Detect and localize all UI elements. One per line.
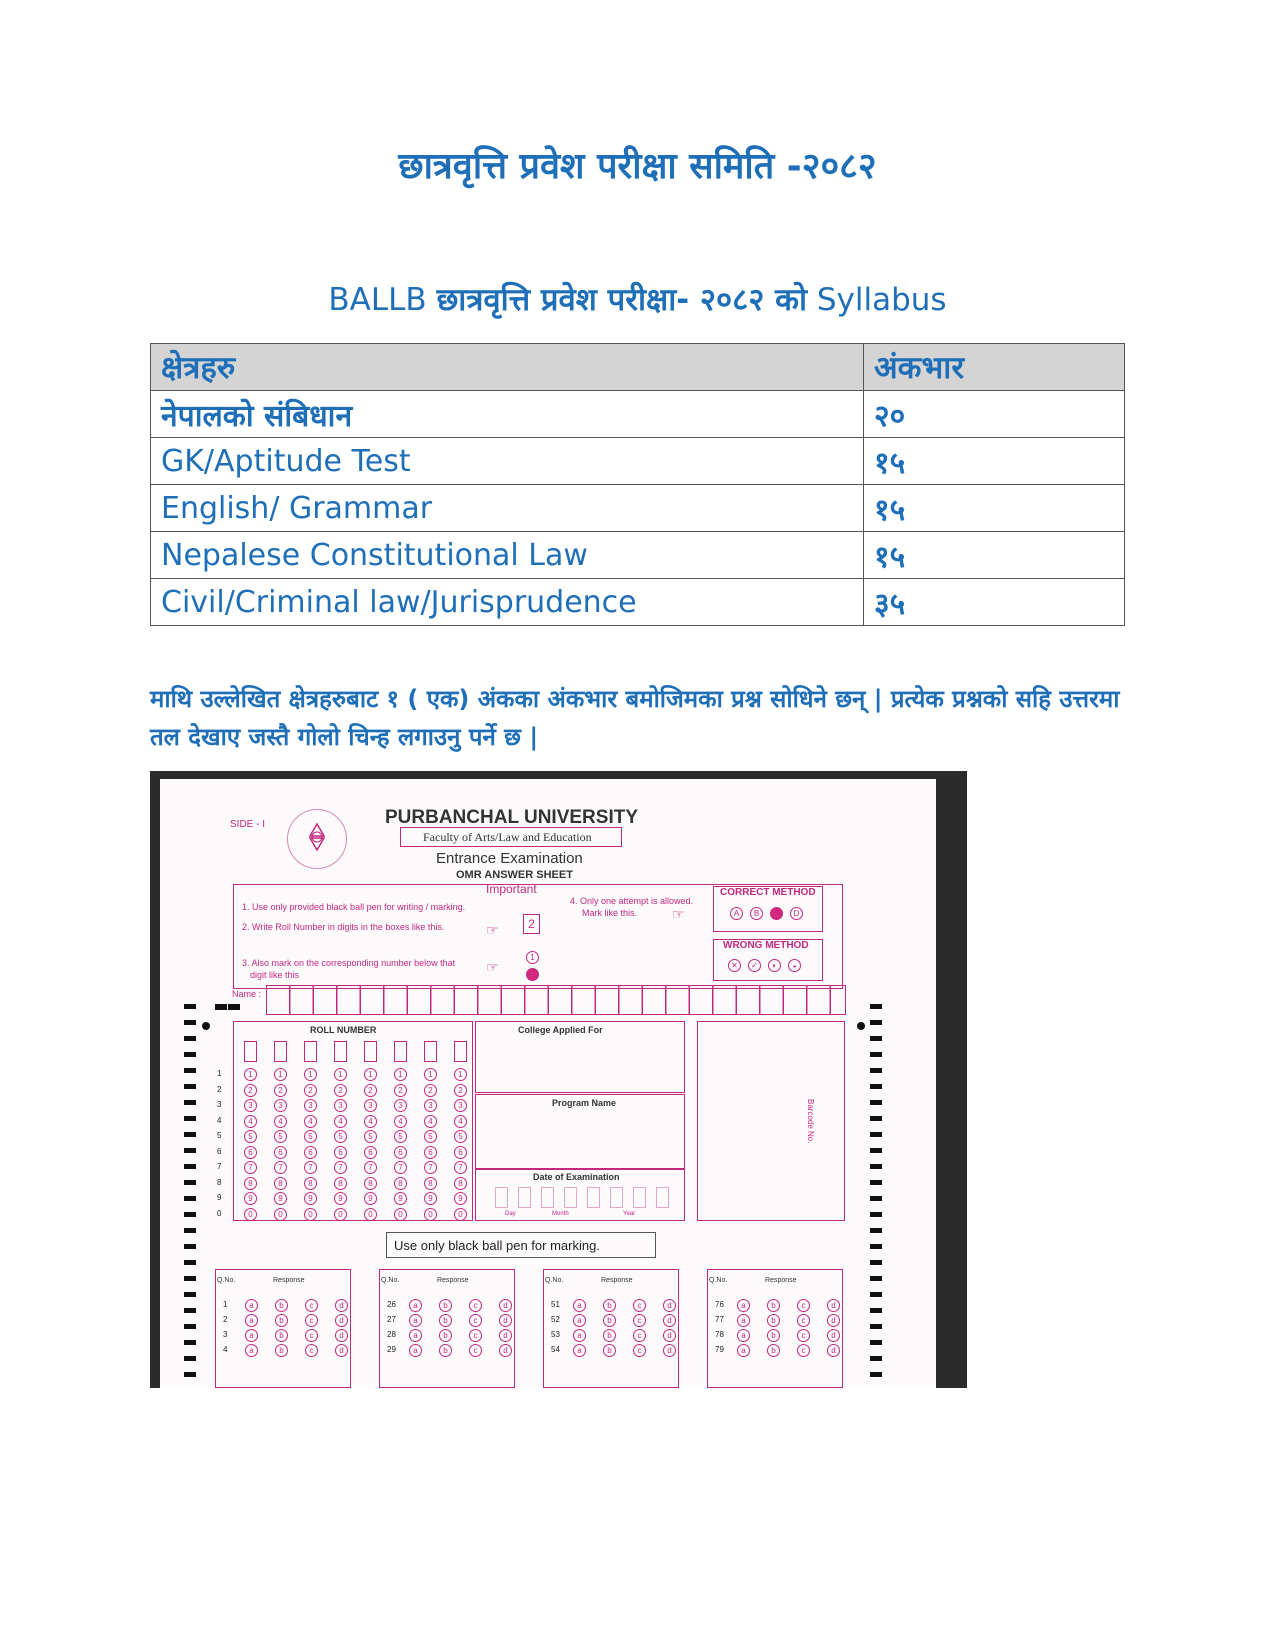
response-header: Response [437, 1277, 469, 1284]
question-number: 4 [223, 1345, 228, 1354]
answer-bubble[interactable]: b [603, 1329, 616, 1342]
roll-bubble[interactable]: 9 [304, 1192, 317, 1205]
roll-bubble[interactable]: 4 [394, 1115, 407, 1128]
roll-bubble[interactable]: 9 [454, 1192, 467, 1205]
roll-bubble[interactable]: 4 [424, 1115, 437, 1128]
roll-bubble[interactable]: 2 [394, 1084, 407, 1097]
answer-bubble[interactable]: c [469, 1344, 482, 1357]
roll-bubble[interactable]: 0 [274, 1208, 287, 1221]
roll-bubble[interactable]: 0 [364, 1208, 377, 1221]
example-bubble-icon: 1 [526, 951, 539, 964]
answer-bubble[interactable]: b [275, 1329, 288, 1342]
answer-bubble[interactable]: b [603, 1314, 616, 1327]
roll-bubble[interactable]: 3 [334, 1099, 347, 1112]
roll-bubble[interactable]: 8 [364, 1177, 377, 1190]
answer-bubble[interactable]: b [439, 1329, 452, 1342]
roll-bubble[interactable]: 8 [394, 1177, 407, 1190]
answer-bubble[interactable]: a [737, 1329, 750, 1342]
answer-bubble[interactable]: a [409, 1299, 422, 1312]
university-seal-icon [287, 809, 347, 869]
roll-bubble[interactable]: 5 [244, 1130, 257, 1143]
syllabus-table [150, 343, 1125, 626]
roll-bubble[interactable]: 1 [334, 1068, 347, 1081]
answer-bubble[interactable]: b [439, 1314, 452, 1327]
roll-bubble[interactable]: 3 [304, 1099, 317, 1112]
roll-bubble[interactable]: 8 [244, 1177, 257, 1190]
roll-bubble[interactable]: 9 [424, 1192, 437, 1205]
question-number: 28 [387, 1330, 396, 1339]
answer-bubble[interactable]: c [469, 1314, 482, 1327]
question-number: 51 [551, 1300, 560, 1309]
date-box[interactable] [564, 1187, 577, 1208]
roll-bubble[interactable]: 9 [274, 1192, 287, 1205]
roll-bubble[interactable]: 5 [424, 1130, 437, 1143]
option-a-icon: A [730, 907, 743, 920]
roll-bubble[interactable]: 4 [304, 1115, 317, 1128]
correct-method-label: CORRECT METHOD [720, 887, 816, 898]
row-marks: १५ [864, 532, 1125, 579]
table-row [151, 532, 1125, 579]
roll-bubble[interactable]: 0 [244, 1208, 257, 1221]
answer-bubble[interactable]: d [827, 1314, 840, 1327]
answer-bubble[interactable]: c [797, 1314, 810, 1327]
date-box[interactable] [587, 1187, 600, 1208]
name-label: Name : [232, 989, 262, 999]
roll-bubble[interactable]: 9 [394, 1192, 407, 1205]
roll-bubble[interactable]: 9 [244, 1192, 257, 1205]
pointing-hand-icon: ☞ [486, 922, 499, 938]
roll-digit-box[interactable] [364, 1041, 377, 1062]
roll-bubble[interactable]: 6 [424, 1146, 437, 1159]
roll-bubble[interactable]: 1 [394, 1068, 407, 1081]
roll-digit-box[interactable] [424, 1041, 437, 1062]
roll-bubble[interactable]: 7 [244, 1161, 257, 1174]
answer-bubble[interactable]: d [335, 1299, 348, 1312]
roll-bubble[interactable]: 2 [424, 1084, 437, 1097]
answer-bubble[interactable]: c [797, 1299, 810, 1312]
qno-header: Q.No. [545, 1277, 564, 1284]
year-label: Year [623, 1211, 636, 1217]
roll-bubble[interactable]: 5 [274, 1130, 287, 1143]
roll-bubble[interactable]: 2 [304, 1084, 317, 1097]
date-box[interactable] [610, 1187, 623, 1208]
roll-bubble[interactable]: 2 [334, 1084, 347, 1097]
roll-bubble[interactable]: 2 [454, 1084, 467, 1097]
answer-bubble[interactable]: d [335, 1314, 348, 1327]
row-area: English/ Grammar [151, 485, 864, 532]
date-box[interactable] [541, 1187, 554, 1208]
subtitle-prefix: BALLB [328, 282, 427, 318]
pointing-hand-icon: ☞ [672, 906, 685, 922]
roll-digit-box[interactable] [304, 1041, 317, 1062]
roll-bubble[interactable]: 7 [454, 1161, 467, 1174]
pointing-hand-icon: ☞ [486, 959, 499, 975]
roll-digit-box[interactable] [244, 1041, 257, 1062]
roll-bubble[interactable]: 4 [454, 1115, 467, 1128]
page-subtitle [0, 278, 1275, 320]
roll-row-digit: 8 [217, 1177, 222, 1187]
answer-bubble[interactable]: b [275, 1344, 288, 1357]
answer-bubble[interactable]: a [737, 1299, 750, 1312]
answer-bubble[interactable]: c [633, 1299, 646, 1312]
barcode-label: Barcode No. [806, 1099, 815, 1144]
sheet-name: OMR ANSWER SHEET [456, 869, 573, 881]
question-number: 54 [551, 1345, 560, 1354]
roll-bubble[interactable]: 5 [454, 1130, 467, 1143]
roll-bubble[interactable]: 0 [424, 1208, 437, 1221]
roll-bubble[interactable]: 5 [334, 1130, 347, 1143]
answer-bubble[interactable]: c [633, 1314, 646, 1327]
roll-bubble[interactable]: 2 [274, 1084, 287, 1097]
date-label: Date of Examination [533, 1172, 620, 1182]
roll-bubble[interactable]: 0 [334, 1208, 347, 1221]
roll-bubble[interactable]: 3 [394, 1099, 407, 1112]
instruction-note: माथि उल्लेखित क्षेत्रहरुबाट १ ( एक) अंकका अंकभार बमोजिमका प्रश्न सोधिने छन् | प्रत्येक प्रश्नको सहि उत्तरमा तल देखाए जस्तै गोलो चिन्ह लगाउनु पर्ने छ | [150, 685, 1120, 751]
row-area: नेपालको संबिधान [151, 391, 864, 438]
date-box[interactable] [518, 1187, 531, 1208]
answer-bubble[interactable]: a [245, 1299, 258, 1312]
response-header: Response [273, 1277, 305, 1284]
answer-bubble[interactable]: d [335, 1329, 348, 1342]
roll-row-digit: 0 [217, 1208, 222, 1218]
table-row [151, 485, 1125, 532]
answer-bubble[interactable]: b [439, 1299, 452, 1312]
roll-number-label: ROLL NUMBER [310, 1025, 377, 1035]
roll-bubble[interactable]: 4 [334, 1115, 347, 1128]
answer-bubble[interactable]: d [499, 1299, 512, 1312]
filled-bubble-icon [526, 968, 539, 981]
roll-bubble[interactable]: 4 [274, 1115, 287, 1128]
page-title: छात्रवृत्ति प्रवेश परीक्षा समिति -२०८२ [398, 146, 877, 187]
answer-bubble[interactable]: a [573, 1314, 586, 1327]
subtitle-middle: छात्रवृत्ति प्रवेश परीक्षा- २०८२ को [436, 282, 807, 318]
roll-row-digit: 7 [217, 1162, 222, 1171]
answer-bubble[interactable]: d [827, 1344, 840, 1357]
roll-digit-box[interactable] [454, 1041, 467, 1062]
answer-bubble[interactable]: b [603, 1299, 616, 1312]
example-digit-box: 2 [523, 914, 540, 934]
roll-bubble[interactable]: 6 [454, 1146, 467, 1159]
answer-bubble[interactable]: a [573, 1299, 586, 1312]
month-label: Month [552, 1211, 569, 1217]
roll-bubble[interactable]: 3 [454, 1099, 467, 1112]
question-number: 27 [387, 1315, 396, 1324]
answer-bubble[interactable]: c [633, 1344, 646, 1357]
question-number: 26 [387, 1300, 396, 1309]
answer-bubble[interactable]: b [767, 1299, 780, 1312]
option-d-icon: D [790, 907, 803, 920]
roll-bubble[interactable]: 6 [244, 1146, 257, 1159]
row-marks: १५ [864, 485, 1125, 532]
roll-bubble[interactable]: 6 [334, 1146, 347, 1159]
answer-bubble[interactable]: a [737, 1344, 750, 1357]
roll-bubble[interactable]: 1 [304, 1068, 317, 1081]
answer-bubble[interactable]: b [767, 1344, 780, 1357]
roll-bubble[interactable]: 1 [274, 1068, 287, 1081]
roll-bubble[interactable]: 8 [424, 1177, 437, 1190]
table-row [151, 391, 1125, 438]
answer-bubble[interactable]: a [409, 1314, 422, 1327]
roll-bubble[interactable]: 7 [334, 1161, 347, 1174]
roll-bubble[interactable]: 3 [364, 1099, 377, 1112]
answer-bubble[interactable]: a [245, 1314, 258, 1327]
wrong-mark-icon: ◒ [788, 959, 801, 972]
important-label: Important [486, 882, 537, 896]
answer-bubble[interactable]: a [737, 1314, 750, 1327]
question-number: 76 [715, 1300, 724, 1309]
answer-bubble[interactable]: c [797, 1329, 810, 1342]
roll-bubble[interactable]: 7 [364, 1161, 377, 1174]
college-label: College Applied For [518, 1025, 603, 1035]
roll-bubble[interactable]: 3 [274, 1099, 287, 1112]
roll-bubble[interactable]: 8 [334, 1177, 347, 1190]
answer-bubble[interactable]: b [767, 1329, 780, 1342]
faculty-name: Faculty of Arts/Law and Education [423, 830, 592, 844]
question-number: 77 [715, 1315, 724, 1324]
side-label: SIDE - I [230, 819, 266, 830]
row-area: Civil/Criminal law/Jurisprudence [151, 579, 864, 626]
answer-bubble[interactable]: d [663, 1344, 676, 1357]
wrong-mark-icon: ◐ [768, 959, 781, 972]
roll-bubble[interactable]: 1 [244, 1068, 257, 1081]
exam-name: Entrance Examination [436, 850, 583, 867]
row-area: Nepalese Constitutional Law [151, 532, 864, 579]
answer-bubble[interactable]: b [603, 1344, 616, 1357]
date-box[interactable] [495, 1187, 508, 1208]
question-number: 53 [551, 1330, 560, 1339]
roll-row-digit: 4 [217, 1115, 222, 1125]
answer-bubble[interactable]: c [633, 1329, 646, 1342]
roll-bubble[interactable]: 7 [304, 1161, 317, 1174]
answer-bubble[interactable]: c [305, 1329, 318, 1342]
roll-bubble[interactable]: 4 [244, 1115, 257, 1128]
header-marks: अंकभार [864, 344, 1125, 391]
roll-bubble[interactable]: 2 [244, 1084, 257, 1097]
option-b-icon: B [750, 907, 763, 920]
date-box[interactable] [633, 1187, 646, 1208]
row-marks: ३५ [864, 579, 1125, 626]
row-area: GK/Aptitude Test [151, 438, 864, 485]
roll-row-digit: 5 [217, 1131, 222, 1140]
question-number: 1 [223, 1300, 228, 1309]
answer-bubble[interactable]: d [499, 1314, 512, 1327]
roll-bubble[interactable]: 2 [364, 1084, 377, 1097]
answer-bubble[interactable]: d [827, 1329, 840, 1342]
row-marks: १५ [864, 438, 1125, 485]
filled-bubble-icon [770, 907, 783, 920]
answer-bubble[interactable]: c [797, 1344, 810, 1357]
roll-row-digit: 6 [217, 1146, 222, 1156]
roll-bubble[interactable]: 6 [304, 1146, 317, 1159]
roll-bubble[interactable]: 5 [304, 1130, 317, 1143]
table-row [151, 438, 1125, 485]
roll-row-digit: 1 [217, 1069, 222, 1078]
question-number: 2 [223, 1315, 228, 1324]
answer-bubble[interactable]: c [305, 1344, 318, 1357]
roll-row-digit: 9 [217, 1193, 222, 1202]
roll-digit-box[interactable] [274, 1041, 287, 1062]
answer-bubble[interactable]: b [439, 1344, 452, 1357]
answer-bubble[interactable]: a [573, 1344, 586, 1357]
answer-bubble[interactable]: c [469, 1299, 482, 1312]
roll-row-digit: 3 [217, 1100, 222, 1109]
instruction-4b: Mark like this. [582, 908, 638, 918]
roll-bubble[interactable]: 4 [364, 1115, 377, 1128]
question-number: 79 [715, 1345, 724, 1354]
answer-bubble[interactable]: a [245, 1344, 258, 1357]
qno-header: Q.No. [381, 1277, 400, 1284]
roll-bubble[interactable]: 7 [394, 1161, 407, 1174]
response-header: Response [601, 1277, 633, 1284]
answer-bubble[interactable]: b [767, 1314, 780, 1327]
answer-bubble[interactable]: b [275, 1299, 288, 1312]
roll-bubble[interactable]: 8 [274, 1177, 287, 1190]
roll-bubble[interactable]: 5 [364, 1130, 377, 1143]
subtitle-suffix: Syllabus [816, 282, 947, 318]
roll-bubble[interactable]: 7 [424, 1161, 437, 1174]
roll-bubble[interactable]: 8 [454, 1177, 467, 1190]
answer-bubble[interactable]: d [663, 1299, 676, 1312]
omr-sheet [160, 779, 936, 1388]
answer-bubble[interactable]: d [499, 1344, 512, 1357]
roll-bubble[interactable]: 6 [364, 1146, 377, 1159]
wrong-method-label: WRONG METHOD [723, 940, 809, 951]
roll-bubble[interactable]: 1 [364, 1068, 377, 1081]
answer-bubble[interactable]: d [663, 1314, 676, 1327]
roll-row-digit: 2 [217, 1084, 222, 1094]
roll-bubble[interactable]: 8 [304, 1177, 317, 1190]
table-row [151, 579, 1125, 626]
instruction-2: 2. Write Roll Number in digits in the boxes like this. [242, 922, 445, 932]
university-name: PURBANCHAL UNIVERSITY [385, 807, 639, 828]
qno-header: Q.No. [217, 1277, 236, 1284]
question-number: 78 [715, 1330, 724, 1339]
qno-header: Q.No. [709, 1277, 728, 1284]
pen-note: Use only black ball pen for marking. [394, 1238, 600, 1253]
answer-bubble[interactable]: a [409, 1344, 422, 1357]
header-area: क्षेत्रहरु [151, 344, 864, 391]
roll-bubble[interactable]: 9 [364, 1192, 377, 1205]
question-number: 52 [551, 1315, 560, 1324]
roll-bubble[interactable]: 1 [454, 1068, 467, 1081]
roll-bubble[interactable]: 1 [424, 1068, 437, 1081]
omr-sheet-image [150, 771, 967, 1388]
wrong-mark-icon: ✕ [728, 959, 741, 972]
program-label: Program Name [552, 1098, 617, 1108]
instruction-4a: 4. Only one attempt is allowed. [570, 896, 694, 906]
question-number: 3 [223, 1330, 228, 1339]
wrong-mark-icon: ✓ [748, 959, 761, 972]
roll-bubble[interactable]: 9 [334, 1192, 347, 1205]
instruction-3a: 3. Also mark on the corresponding number below that [242, 958, 456, 968]
roll-bubble[interactable]: 0 [394, 1208, 407, 1221]
response-header: Response [765, 1277, 797, 1284]
roll-bubble[interactable]: 3 [244, 1099, 257, 1112]
roll-bubble[interactable]: 0 [304, 1208, 317, 1221]
answer-bubble[interactable]: c [305, 1314, 318, 1327]
roll-bubble[interactable]: 3 [424, 1099, 437, 1112]
roll-bubble[interactable]: 6 [274, 1146, 287, 1159]
roll-bubble[interactable]: 5 [394, 1130, 407, 1143]
answer-bubble[interactable]: a [245, 1329, 258, 1342]
roll-bubble[interactable]: 6 [394, 1146, 407, 1159]
answer-bubble[interactable]: a [573, 1329, 586, 1342]
roll-digit-box[interactable] [394, 1041, 407, 1062]
answer-bubble[interactable]: a [409, 1329, 422, 1342]
answer-bubble[interactable]: d [663, 1329, 676, 1342]
answer-bubble[interactable]: d [499, 1329, 512, 1342]
row-marks: २० [864, 391, 1125, 438]
roll-bubble[interactable]: 7 [274, 1161, 287, 1174]
roll-bubble[interactable]: 0 [454, 1208, 467, 1221]
question-number: 29 [387, 1345, 396, 1354]
instruction-1: 1. Use only provided black ball pen for writing / marking. [242, 902, 466, 912]
date-box[interactable] [656, 1187, 669, 1208]
answer-bubble[interactable]: c [469, 1329, 482, 1342]
table-header-row [151, 344, 1125, 391]
answer-bubble[interactable]: c [305, 1299, 318, 1312]
answer-bubble[interactable]: d [335, 1344, 348, 1357]
answer-bubble[interactable]: b [275, 1314, 288, 1327]
day-label: Day [505, 1211, 516, 1217]
instruction-3b: digit like this [250, 970, 300, 980]
roll-digit-box[interactable] [334, 1041, 347, 1062]
answer-bubble[interactable]: d [827, 1299, 840, 1312]
